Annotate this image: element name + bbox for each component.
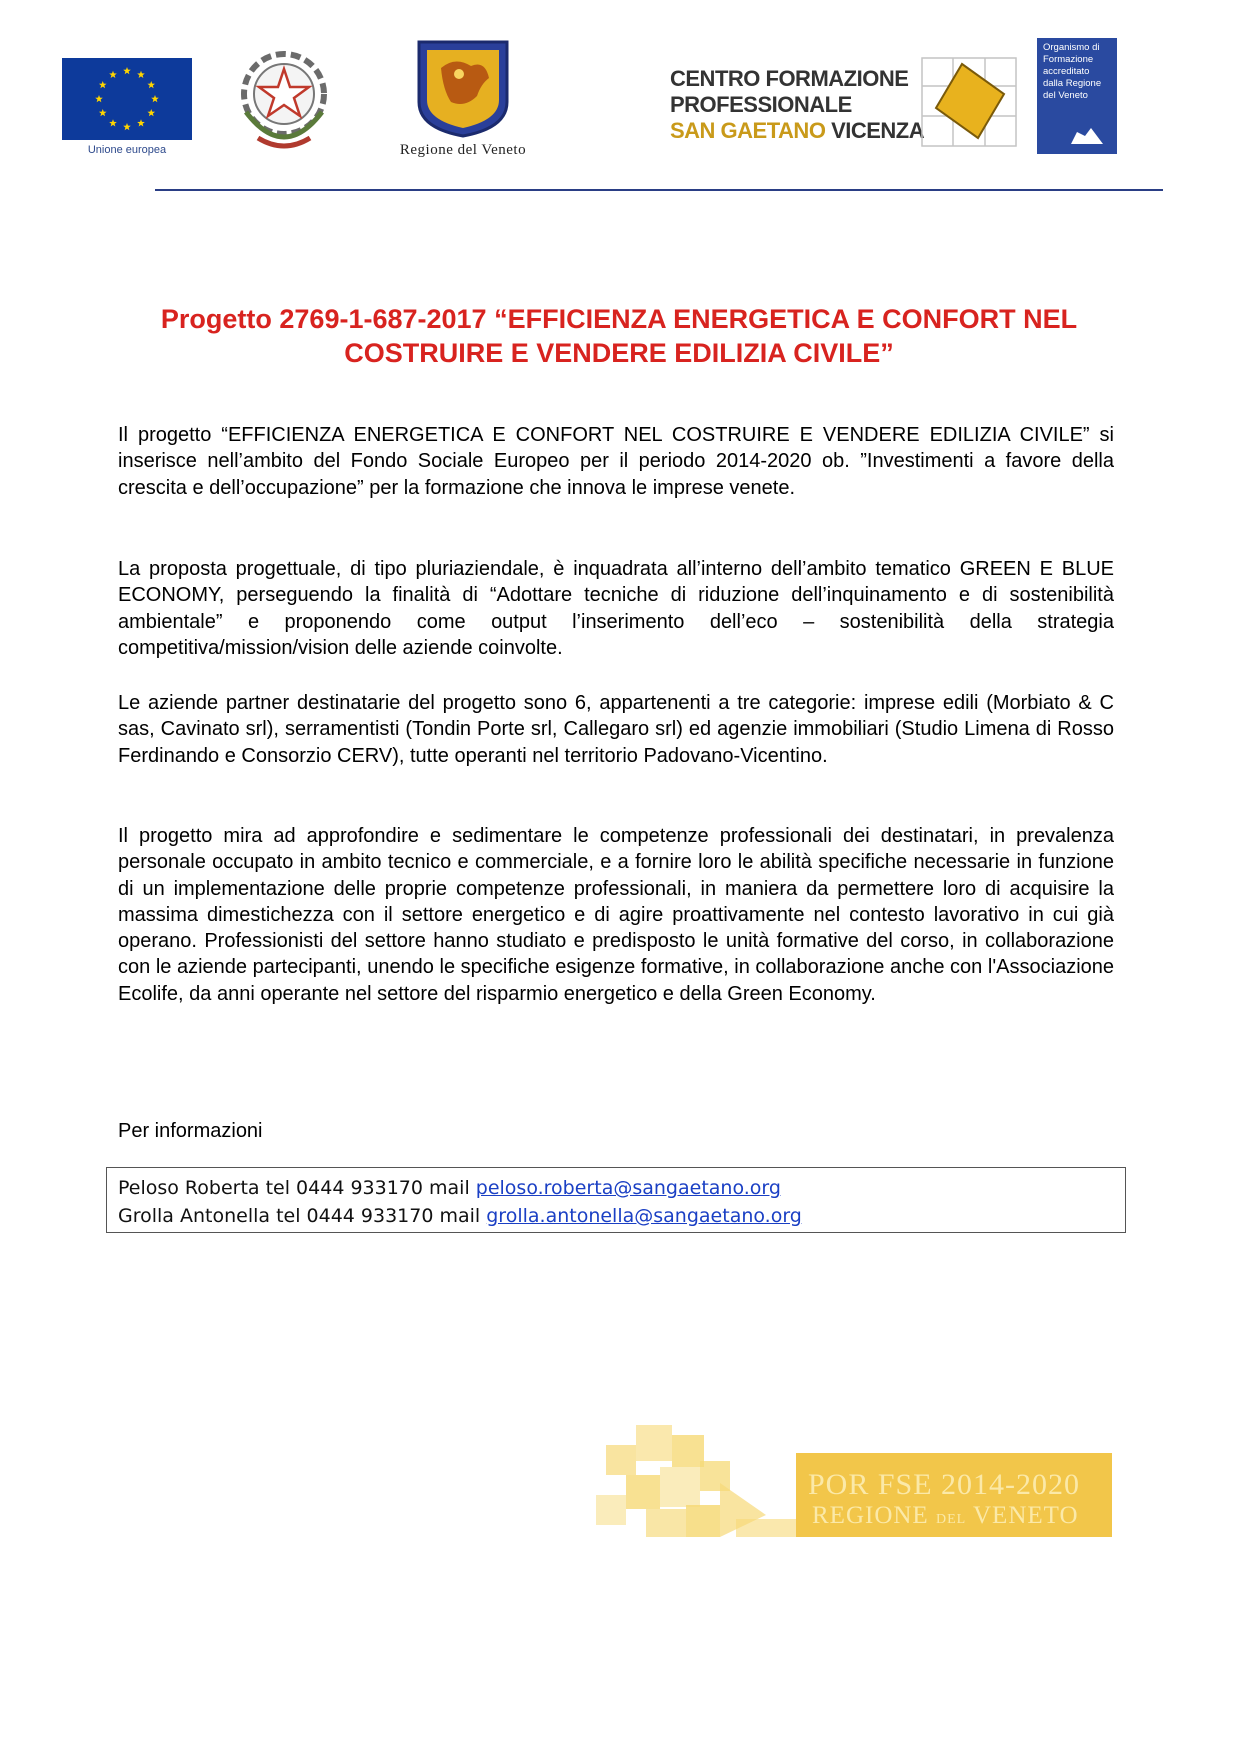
veneto-shield-logo bbox=[415, 38, 511, 138]
paragraph-1: Il progetto “EFFICIENZA ENERGETICA E CONFORT NEL COSTRUIRE E VENDERE EDILIZIA CIVILE” si inserisce nell’ambito del Fondo Sociale Europeo per il periodo 2014-2020 ob. ”Investimenti a favore della crescita e dell’occupazione” per la formazione che innova le imprese venete. bbox=[118, 424, 1114, 499]
eu-star-icon bbox=[137, 71, 145, 78]
eu-caption: Unione europea bbox=[87, 144, 167, 156]
accreditation-badge bbox=[1037, 38, 1117, 154]
contact-box bbox=[106, 1167, 1126, 1233]
eu-star-icon bbox=[109, 119, 117, 126]
header-divider bbox=[155, 189, 1163, 191]
contact-row bbox=[118, 1202, 1114, 1230]
cfp-line-1: CENTRO FORMAZIONE bbox=[670, 66, 909, 91]
por-fse-subtitle bbox=[812, 1502, 1079, 1530]
por-veneto: VENETO bbox=[973, 1502, 1079, 1529]
por-fse-title: POR FSE 2014-2020 bbox=[808, 1468, 1081, 1501]
eu-star-icon bbox=[147, 81, 155, 88]
eu-star-icon bbox=[109, 71, 117, 78]
title-line-2: COSTRUIRE E VENDERE EDILIZIA CIVILE” bbox=[344, 338, 894, 368]
eu-star-icon bbox=[95, 95, 103, 102]
eu-flag-logo bbox=[62, 58, 192, 140]
veneto-caption: Regione del Veneto bbox=[399, 142, 527, 158]
cfp-square-logo bbox=[920, 56, 1018, 148]
contact-row bbox=[118, 1174, 1114, 1202]
cfp-line-3a: SAN GAETANO bbox=[670, 118, 826, 143]
cfp-line-3b: VICENZA bbox=[831, 118, 925, 143]
eu-star-icon bbox=[123, 123, 131, 130]
eu-star-icon bbox=[137, 119, 145, 126]
lion-icon bbox=[1067, 124, 1107, 148]
contact-text: Grolla Antonella tel 0444 933170 mail bbox=[118, 1205, 487, 1227]
por-del: DEL bbox=[935, 1512, 967, 1527]
email-link[interactable]: grolla.antonella@sangaetano.org bbox=[486, 1205, 802, 1227]
badge-text: Organismo di Formazione accreditato dalla Regione del Veneto bbox=[1043, 42, 1102, 101]
info-label: Per informazioni bbox=[118, 1120, 263, 1142]
cfp-line-2: PROFESSIONALE bbox=[670, 92, 852, 117]
email-link[interactable]: peloso.roberta@sangaetano.org bbox=[475, 1177, 781, 1199]
por-region: REGIONE bbox=[812, 1502, 929, 1529]
title-line-1: Progetto 2769-1-687-2017 “EFFICIENZA ENERGETICA E CONFORT NEL bbox=[160, 304, 1078, 334]
cfp-logo-text bbox=[664, 52, 925, 148]
paragraph-4: Il progetto mira ad approfondire e sedimentare le competenze professionali dei destinatari, in prevalenza personale occupato in ambito tecnico e commerciale, e a fornire loro le abilità specifiche necessarie in funzione di un implementazione delle proprie competenze professionali, in maniera da permettere loro di acquisire la massima dimestichezza con il settore energetico e di agire proattivamente nel contesto lavorativo in cui già operano. Professionisti del settore hanno studiato e predisposto le unità formative del corso, in collaborazione con le aziende partecipanti, unendo le specifiche esigenze formative, in collaborazione anche con l'Associazione Ecolife, da anni operante nel settore del risparmio energetico e della Green Economy. bbox=[118, 825, 1114, 1005]
eu-stars-icon bbox=[62, 58, 192, 140]
eu-star-icon bbox=[151, 95, 159, 102]
paragraph-3: Le aziende partner destinatarie del progetto sono 6, appartenenti a tre categorie: imprese edili (Morbiato & C sas, Cavinato srl), serramentisti (Tondin Porte srl, Callegaro srl) ed agenzie immobiliari (Studio Limena di Rosso Ferdinando e Consorzio CERV), tutte operanti nel territorio Padovano-Vicentino. bbox=[118, 692, 1114, 767]
page-title bbox=[104, 302, 1134, 370]
eu-star-icon bbox=[147, 109, 155, 116]
contact-text: Peloso Roberta tel 0444 933170 mail bbox=[118, 1177, 476, 1199]
italian-republic-emblem bbox=[228, 42, 340, 160]
cfp-line-3 bbox=[670, 118, 924, 144]
eu-star-icon bbox=[99, 81, 107, 88]
eu-star-icon bbox=[123, 67, 131, 74]
eu-star-icon bbox=[99, 109, 107, 116]
paragraph-2: La proposta progettuale, di tipo pluriaziendale, è inquadrata all’interno dell’ambito tematico GREEN E BLUE ECONOMY, perseguendo la finalità di “Adottare tecniche di riduzione dell’inquinamento e di sostenibilità ambientale” e proponendo come output l’inserimento dell’eco – sostenibilità della strategia competitiva/mission/vision delle aziende coinvolte. bbox=[118, 558, 1114, 659]
